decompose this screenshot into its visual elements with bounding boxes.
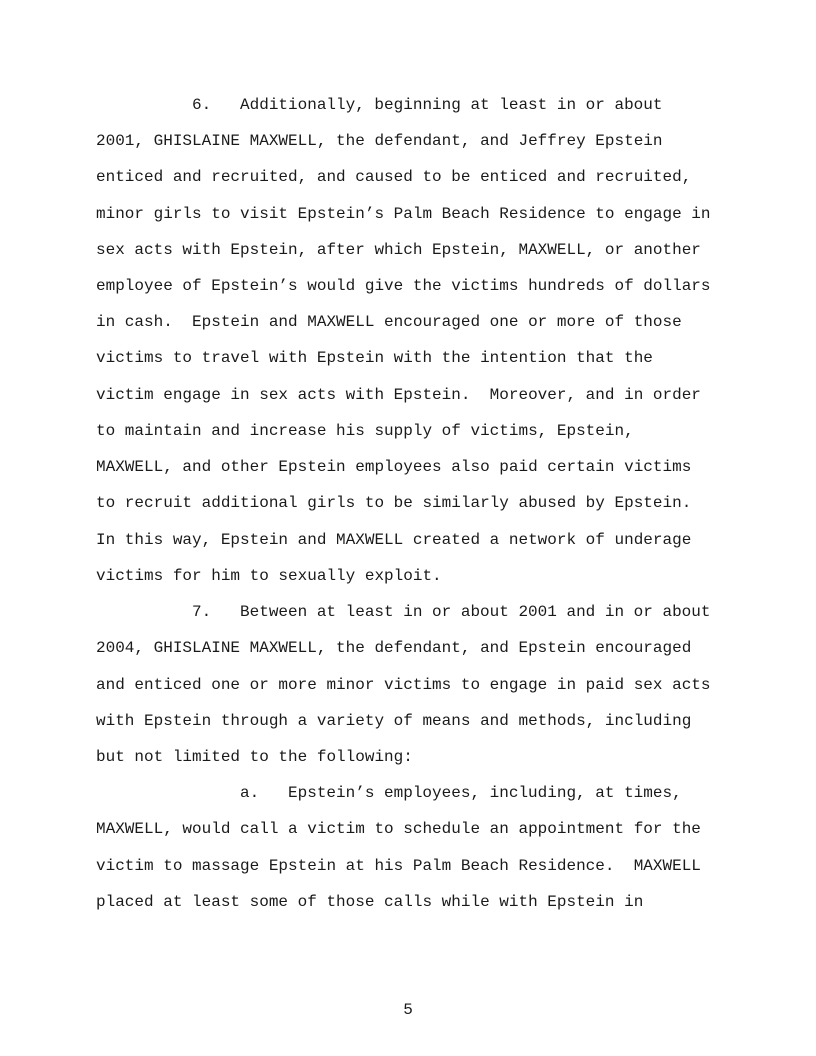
paragraph-7-line-3: and enticed one or more minor victims to engage in paid sex acts [96, 676, 711, 694]
paragraph-6-line-6: employee of Epstein’s would give the victims hundreds of dollars [96, 277, 711, 295]
paragraph-6-line-10: to maintain and increase his supply of victims, Epstein, [96, 422, 634, 440]
paragraph-6-line-13: In this way, Epstein and MAXWELL created a network of underage [96, 531, 692, 549]
subparagraph-a-line-1: a. Epstein’s employees, including, at times, [240, 784, 682, 802]
paragraph-6-line-8: victims to travel with Epstein with the intention that the [96, 349, 653, 367]
paragraph-6-line-4: minor girls to visit Epstein’s Palm Beach Residence to engage in [96, 205, 711, 223]
paragraph-6-line-14: victims for him to sexually exploit. [96, 567, 442, 585]
paragraph-6-line-2: 2001, GHISLAINE MAXWELL, the defendant, and Jeffrey Epstein [96, 132, 663, 150]
paragraph-7-line-4: with Epstein through a variety of means and methods, including [96, 712, 692, 730]
paragraph-6-line-7: in cash. Epstein and MAXWELL encouraged one or more of those [96, 313, 682, 331]
paragraph-6-line-5: sex acts with Epstein, after which Epstein, MAXWELL, or another [96, 241, 701, 259]
subparagraph-a-line-2: MAXWELL, would call a victim to schedule an appointment for the [96, 820, 701, 838]
paragraph-7-line-2: 2004, GHISLAINE MAXWELL, the defendant, and Epstein encouraged [96, 639, 692, 657]
subparagraph-a-line-3: victim to massage Epstein at his Palm Beach Residence. MAXWELL [96, 857, 701, 875]
paragraph-6-line-11: MAXWELL, and other Epstein employees also paid certain victims [96, 458, 692, 476]
subparagraph-a-line-4: placed at least some of those calls while with Epstein in [96, 893, 644, 911]
page-number: 5 [403, 1001, 413, 1019]
paragraph-6-line-1: 6. Additionally, beginning at least in or about [192, 96, 663, 114]
paragraph-7-line-1: 7. Between at least in or about 2001 and in or about [192, 603, 711, 621]
paragraph-6-line-9: victim engage in sex acts with Epstein. Moreover, and in order [96, 386, 701, 404]
paragraph-7-line-5: but not limited to the following: [96, 748, 413, 766]
paragraph-6-line-12: to recruit additional girls to be similarly abused by Epstein. [96, 494, 692, 512]
paragraph-6-line-3: enticed and recruited, and caused to be enticed and recruited, [96, 168, 692, 186]
